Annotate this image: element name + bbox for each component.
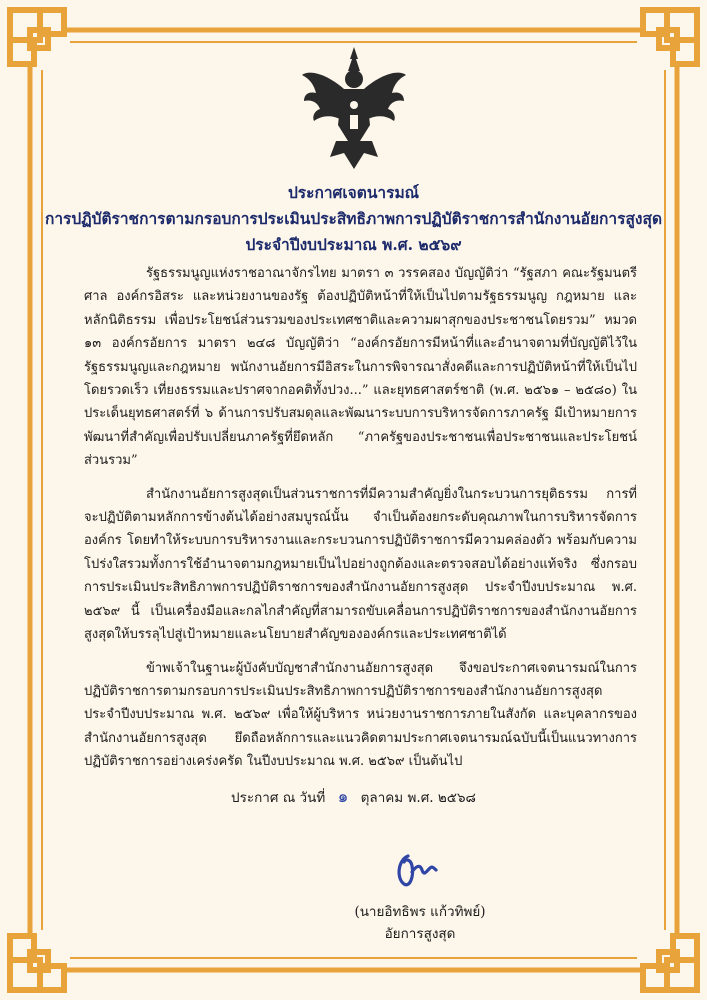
title-line-1: ประกาศเจตนารมณ์ [287, 183, 420, 202]
document-title [40, 180, 667, 258]
paragraph-1: รัฐธรรมนูญแห่งราชอาณาจักรไทย มาตรา ๓ วรรคสอง บัญญัติว่า “รัฐสภา คณะรัฐมนตรี ศาล องค์กรอิสระ และหน่วยงานของรัฐ ต้องปฏิบัติหน้าที่ให้เป็นไปตามรัฐธรรมนูญ กฎหมาย และหลักนิติธรรม เพื่อประโยชน์ส่วนรวมของประเทศชาติและความผาสุกของประชาชนโดยรวม” หมวด ๑๓ องค์กรอัยการ มาตรา ๒๔๘ บัญญัติว่า “องค์กรอัยการมีหน้าที่และอำนาจตามที่บัญญัติไว้ในรัฐธรรมนูญและกฎหมาย พนักงานอัยการมีอิสระในการพิจารณาสั่งคดีและการปฏิบัติหน้าที่ให้เป็นไปโดยรวดเร็ว เที่ยงธรรมและปราศจากอคติทั้งปวง...” และยุทธศาสตร์ชาติ (พ.ศ. ๒๕๖๑ – ๒๕๘๐) ในประเด็นยุทธศาสตร์ที่ ๖ ด้านการปรับสมดุลและพัฒนาระบบการบริหารจัดการภาครัฐ มีเป้าหมายการพัฒนาที่สำคัญเพื่อปรับเปลี่ยนภาครัฐที่ยึดหลัก “ภาครัฐของประชาชนเพื่อประชาชนและประโยชน์ส่วนรวม” [84, 266, 637, 469]
title-line-3: ประจำปีงบประมาณ พ.ศ. ๒๕๖๙ [245, 235, 462, 254]
announcement-date [0, 783, 707, 810]
date-day: ๑ [337, 787, 349, 807]
signer-name: (นายอิทธิพร แก้วทิพย์) [354, 904, 486, 920]
date-suffix: ตุลาคม พ.ศ. ๒๕๖๘ [360, 790, 476, 806]
signature-icon [394, 850, 440, 892]
document-body [84, 262, 637, 784]
title-line-2: การปฏิบัติราชการตามกรอบการประเมินประสิทธิภาพการปฏิบัติราชการสำนักงานอัยการสูงสุด [44, 209, 663, 228]
garuda-emblem-icon [300, 45, 408, 173]
date-prefix: ประกาศ ณ วันที่ [231, 790, 326, 806]
paragraph-3: ข้าพเจ้าในฐานะผู้บังคับบัญชาสำนักงานอัยการสูงสุด จึงขอประกาศเจตนารมณ์ในการปฏิบัติราชการตามกรอบการประเมินประสิทธิภาพการปฏิบัติราชการของสำนักงานอัยการสูงสุด ประจำปีงบประมาณ พ.ศ. ๒๕๖๙ เพื่อให้ผู้บริหาร หน่วยงานราชการภายในสังกัด และบุคลากรของสำนักงานอัยการสูงสุด ยึดถือหลักการและแนวคิดตามประกาศเจตนารมณ์ฉบับนี้เป็นแนวทางการปฏิบัติราชการอย่างเคร่งครัด ในปีงบประมาณ พ.ศ. ๒๕๖๙ เป็นต้นไป [84, 660, 637, 770]
signer-position: อัยการสูงสุด [384, 926, 456, 942]
paragraph-2: สำนักงานอัยการสูงสุดเป็นส่วนราชการที่มีความสำคัญยิ่งในกระบวนการยุติธรรม การที่จะปฏิบัติตามหลักการข้างต้นได้อย่างสมบูรณ์นั้น จำเป็นต้องยกระดับคุณภาพในการบริหารจัดการองค์กร โดยทำให้ระบบการบริหารงานและกระบวนการปฏิบัติราชการมีความคล่องตัว พร้อมกับความโปร่งใสรวมทั้งการใช้อำนาจตามกฎหมายเป็นไปอย่างถูกต้องและตรวจสอบได้อย่างแท้จริง ซึ่งกรอบการประเมินประสิทธิภาพการปฏิบัติราชการของสำนักงานอัยการสูงสุด ประจำปีงบประมาณ พ.ศ. ๒๕๖๙ นี้ เป็นเครื่องมือและกลไกสำคัญที่สามารถขับเคลื่อนการปฏิบัติราชการของสำนักงานอัยการสูงสุดให้บรรลุไปสู่เป้าหมายและนโยบายสำคัญขององค์กรและประเทศชาติได้ [84, 486, 637, 643]
corner-knot-top-left [10, 10, 64, 64]
